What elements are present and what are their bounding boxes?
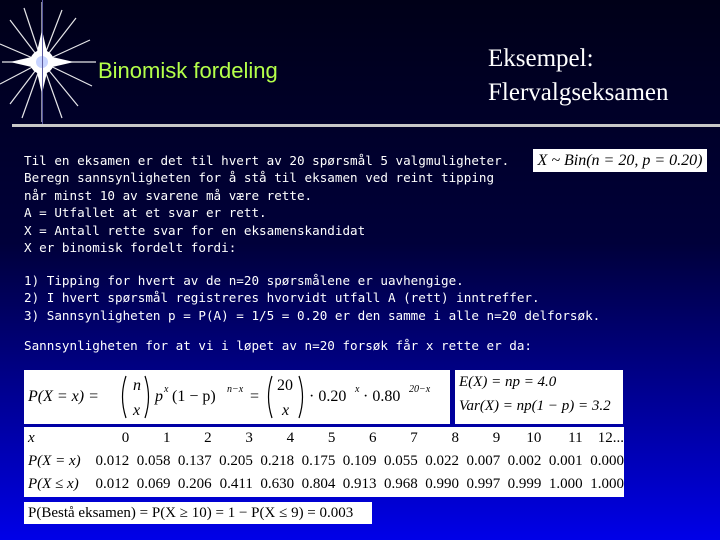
table-cell: 12...: [597, 430, 624, 446]
table-cell: 0.218: [260, 453, 295, 469]
condition-item: 2) I hvert spørsmål registreres hvorvidt utfall A (rett) inntreffer.: [24, 290, 540, 306]
formula-term-020: · 0.20: [309, 388, 347, 405]
decorative-vertical-line: [42, 0, 43, 124]
table-cell: 0.630: [260, 476, 295, 492]
table-cell: 0.968: [384, 476, 418, 492]
binom2-top: 20: [277, 377, 293, 394]
table-row-x: [24, 427, 624, 450]
table-cell: 9: [492, 430, 501, 446]
table-cell: 0.055: [384, 453, 418, 469]
conditions-list: [24, 272, 600, 324]
table-cell: 8: [451, 430, 459, 446]
binomial-formula-box: [24, 370, 450, 424]
intro-line: når minst 10 av svarene må være rette.: [24, 187, 313, 203]
formula-one-minus-p: (1 − p): [172, 388, 216, 405]
intro-text: [24, 152, 509, 256]
table-cell: 0.012: [95, 453, 130, 469]
table-cell: 7: [410, 430, 418, 446]
table-cell: 0.206: [177, 476, 212, 492]
table-cell: 1: [162, 430, 171, 446]
table-cell: 1.000: [590, 476, 624, 492]
table-cell: 1.000: [548, 476, 583, 492]
table-cell: 0.109: [342, 453, 377, 469]
table-cell: 0.137: [177, 453, 212, 469]
table-cell: 0.990: [425, 476, 459, 492]
table-cell: 0.002: [507, 453, 542, 469]
table-cell: 0.007: [466, 453, 501, 469]
table-cell: 0.058: [136, 453, 171, 469]
table-cell: 0.411: [219, 476, 253, 492]
formula-lhs: P(X = x) =: [28, 388, 99, 405]
table-cell: 0.012: [95, 476, 130, 492]
table-cell: 0.175: [301, 453, 336, 469]
binom2-bottom: x: [282, 402, 290, 419]
table-cell: 10: [526, 430, 542, 446]
moments-box: [455, 370, 623, 424]
table-cell: 0.022: [425, 453, 459, 469]
row-label: x: [28, 430, 35, 446]
table-cell: 0.913: [342, 476, 377, 492]
table-row-pmf: [24, 450, 624, 473]
formula-equals: =: [250, 388, 260, 405]
formula-intro-sentence: Sannsynligheten for at vi i løpet av n=20 forsøk får x rette er da:: [24, 338, 532, 353]
example-title: [488, 42, 669, 110]
starburst-decoration: [0, 0, 100, 140]
sup-x: x: [164, 384, 169, 395]
pass-probability: P(Bestå eksamen) = P(X ≥ 10) = 1 − P(X ≤ 9) = 0.003: [24, 502, 372, 524]
expected-value: E(X) = np = 4.0: [459, 374, 557, 390]
table-cell: 4: [286, 430, 295, 446]
binomial-formula: [24, 370, 450, 424]
example-title-line1: Eksempel:: [488, 45, 594, 72]
table-cell: 6: [369, 430, 377, 446]
binom-bottom: x: [133, 402, 141, 419]
binom-top: n: [133, 377, 141, 394]
slide-title: Binomisk fordeling: [98, 58, 278, 83]
formula-term-080: · 0.80: [363, 388, 401, 405]
table-row-cdf: [24, 473, 624, 496]
table-cell: 2: [204, 430, 212, 446]
table-cell: 0.999: [507, 476, 542, 492]
table-cell: 3: [245, 430, 253, 446]
table-cell: 0.997: [466, 476, 501, 492]
table-cell: 0.804: [301, 476, 336, 492]
row-label: P(X ≤ x): [28, 476, 79, 492]
condition-item: 1) Tipping for hvert av de n=20 spørsmålene er uavhengige.: [24, 273, 464, 288]
intro-line: Til en eksamen er det til hvert av 20 spørsmål 5 valgmuligheter.: [24, 153, 510, 168]
table-cell: 0.000: [590, 453, 624, 469]
intro-line: Beregn sannsynligheten for å stå til eksamen ved reint tipping: [24, 170, 495, 186]
distribution-box: X ~ Bin(n = 20, p = 0.20): [533, 149, 707, 172]
intro-line: X = Antall rette svar for en eksamenskandidat: [24, 222, 366, 238]
sup-20-minus-x: 20−x: [409, 384, 431, 395]
condition-item: 3) Sannsynligheten p = P(A) = 1/5 = 0.20 er den samme i alle n=20 delforsøk.: [24, 307, 601, 323]
formula-p: p: [155, 388, 163, 405]
table-cell: 0: [121, 430, 130, 446]
variance: Var(X) = np(1 − p) = 3.2: [459, 398, 611, 414]
sup-n-minus-x: n−x: [227, 384, 244, 395]
table-cell: 5: [327, 430, 336, 446]
header-divider: [12, 124, 720, 127]
table-cell: 0.001: [548, 453, 583, 469]
row-label: P(X = x): [28, 453, 81, 469]
table-cell: 0.205: [219, 453, 253, 469]
intro-line: A = Utfallet at et svar er rett.: [24, 205, 267, 221]
table-cell: 11: [568, 430, 583, 446]
table-cell: 0.069: [136, 476, 171, 492]
example-title-line2: Flervalgseksamen: [488, 79, 669, 106]
intro-line: X er binomisk fordelt fordi:: [24, 240, 237, 256]
sup-x2: x: [355, 384, 360, 395]
probability-table: [24, 427, 624, 497]
